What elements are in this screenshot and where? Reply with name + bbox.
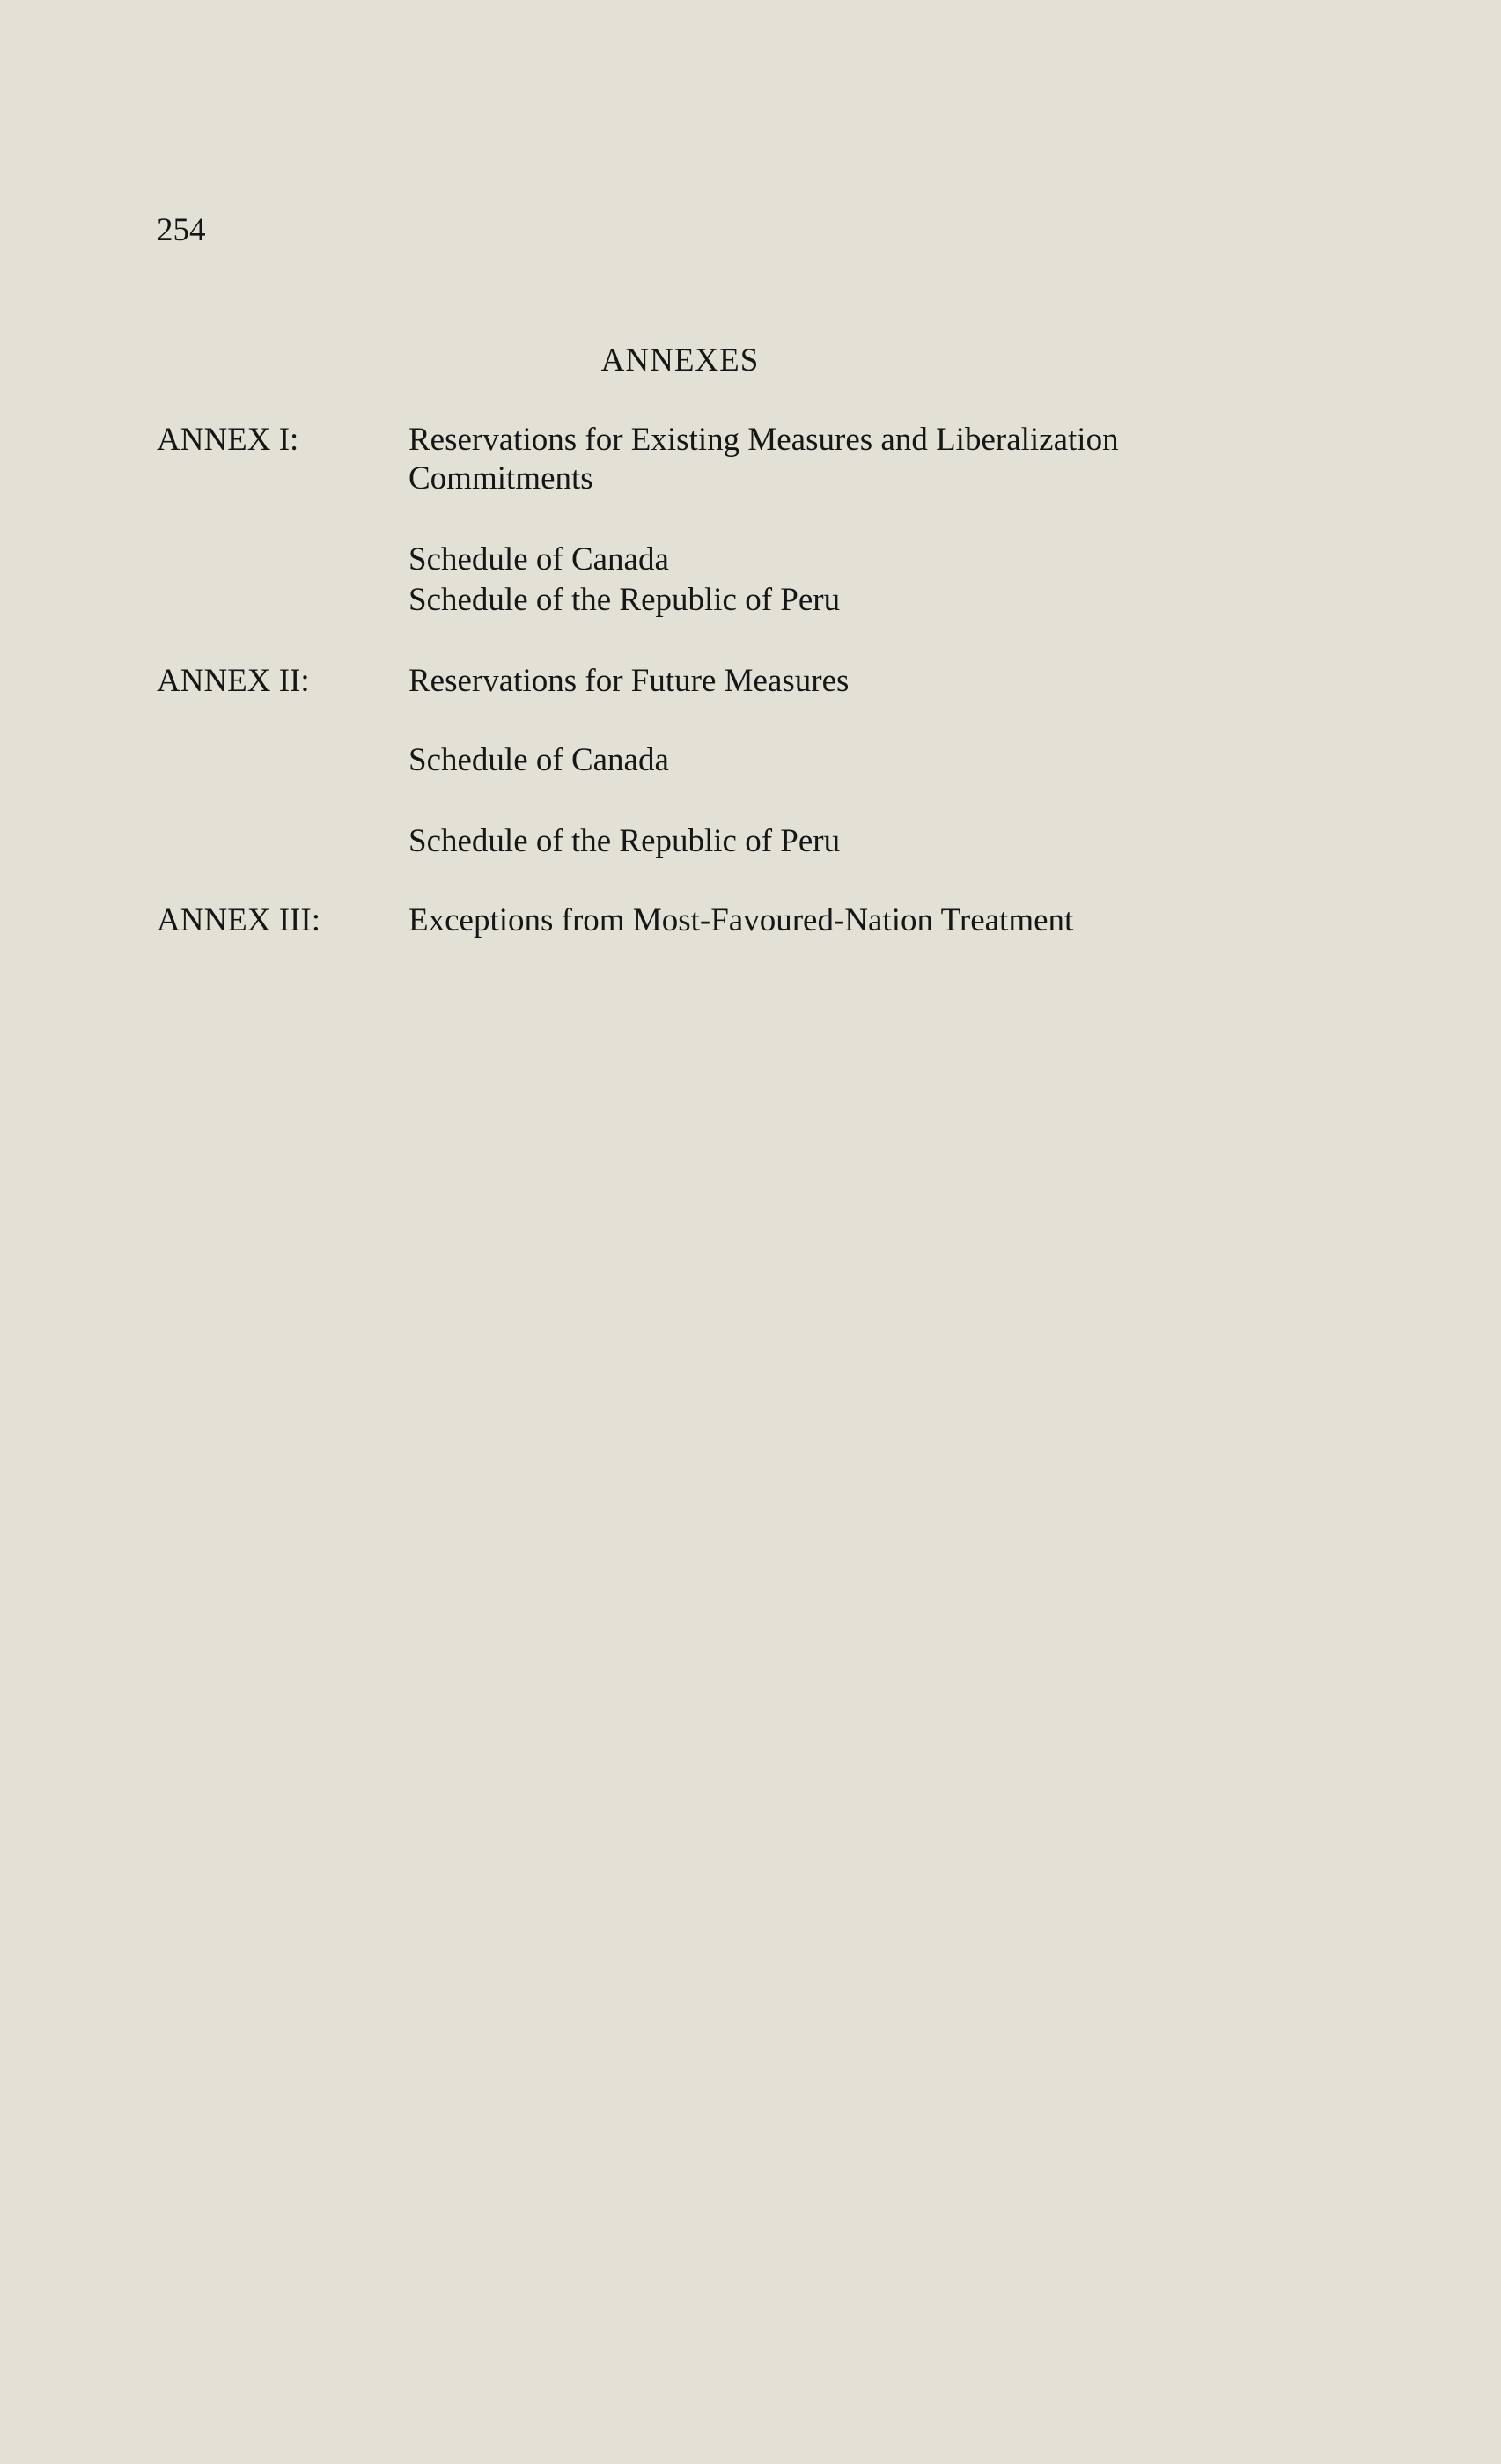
annex-1-label: ANNEX I: — [157, 422, 299, 458]
page-number: 254 — [157, 212, 206, 248]
annex-3-title: Exceptions from Most-Favoured-Nation Treatment — [408, 902, 1074, 938]
annex-2-label: ANNEX II: — [157, 663, 310, 699]
annex-1-title: Reservations for Existing Measures and Liberalization — [408, 422, 1119, 458]
annex-2-schedule-peru: Schedule of the Republic of Peru — [408, 823, 841, 859]
annex-1-schedule-canada: Schedule of Canada — [408, 541, 669, 577]
annex-1-schedule-peru: Schedule of the Republic of Peru — [408, 582, 841, 618]
annex-2-title: Reservations for Future Measures — [408, 663, 850, 699]
annex-2-schedule-canada: Schedule of Canada — [408, 742, 669, 778]
annex-3-label: ANNEX III: — [157, 902, 320, 938]
annex-1-title-continued: Commitments — [408, 460, 593, 496]
page-heading: ANNEXES — [600, 342, 760, 379]
